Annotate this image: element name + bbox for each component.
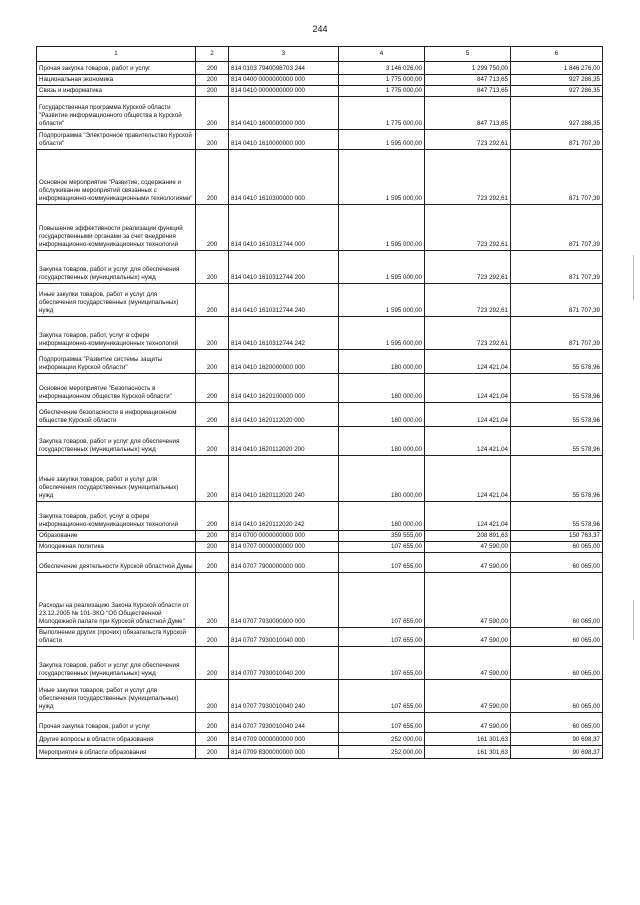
column-header: 2 [196,47,229,62]
table-row [37,733,603,746]
table-cell-v2: 723 292,61 [425,130,511,150]
table-cell-name: Расходы на реализацию Закона Курской области от 23.12.2005 № 101-ЗКО "Об Общественной Молодежной палате при Курской областной Думе" [37,573,196,628]
table-cell-code: 814 0410 0000000000 000 [229,86,339,97]
table-cell-v3: 60 065,00 [511,713,603,733]
table-cell-code: 814 0410 1620100000 000 [229,374,339,403]
table-row [37,746,603,759]
table-cell-v1: 1 775 000,00 [339,97,425,130]
table-row [37,553,603,573]
table-cell-v2: 124 421,04 [425,427,511,456]
table-cell-name: Молодежная политика [37,542,196,553]
table-cell-c2: 200 [196,542,229,553]
table-cell-name: Выполнение других (прочих) обязательств Курской области [37,628,196,647]
table-cell-name: Подпрограмма "Электронное правительство Курской области" [37,130,196,150]
table-cell-v3: 927 286,35 [511,97,603,130]
table-cell-c2: 200 [196,713,229,733]
table-cell-v3: 55 578,96 [511,374,603,403]
table-cell-v1: 107 655,00 [339,542,425,553]
table-cell-name: Мероприятия в области образования [37,746,196,759]
table-cell-name: Основное мероприятие "Развитие, содержание и обслуживание мероприятий связанных с информационно-коммуникационными технологиями" [37,150,196,205]
table-cell-name: Основное мероприятие "Безопасность в информационном обществе Курской области" [37,374,196,403]
table-cell-c2: 200 [196,403,229,427]
table-cell-v1: 1 595 000,00 [339,205,425,251]
table-cell-c2: 200 [196,746,229,759]
table-cell-v2: 47 590,00 [425,553,511,573]
table-cell-v2: 847 713,65 [425,75,511,86]
table-cell-v3: 1 846 276,00 [511,62,603,75]
table-cell-code: 814 0707 7930010040 000 [229,628,339,647]
table-cell-c2: 200 [196,374,229,403]
table-cell-v1: 180 000,00 [339,456,425,502]
table-cell-v2: 47 590,00 [425,647,511,680]
table-row [37,374,603,403]
table-cell-c2: 200 [196,427,229,456]
table-cell-v1: 107 655,00 [339,647,425,680]
table-cell-code: 814 0707 7900000000 000 [229,553,339,573]
table-cell-v3: 871 707,39 [511,251,603,284]
table-cell-v1: 107 655,00 [339,680,425,713]
table-cell-v1: 107 655,00 [339,573,425,628]
table-cell-v1: 1 595 000,00 [339,150,425,205]
table-cell-code: 814 0709 0000000000 000 [229,733,339,746]
table-cell-v2: 161 301,63 [425,746,511,759]
table-row [37,680,603,713]
table-cell-v2: 47 590,00 [425,573,511,628]
margin-mark [633,600,634,640]
table-cell-code: 814 0410 1620000000 000 [229,350,339,374]
table-row [37,251,603,284]
table-cell-c2: 200 [196,647,229,680]
table-cell-c2: 200 [196,350,229,374]
column-header: 5 [425,47,511,62]
table-cell-v2: 847 713,65 [425,97,511,130]
table-cell-v3: 871 707,39 [511,130,603,150]
table-row [37,542,603,553]
table-cell-name: Образование [37,531,196,542]
table-cell-v2: 723 292,61 [425,317,511,350]
table-cell-name: Прочая закупка товаров, работ и услуг [37,62,196,75]
table-cell-v2: 124 421,04 [425,403,511,427]
table-row [37,456,603,502]
table-cell-v1: 359 555,00 [339,531,425,542]
table-cell-v3: 55 578,96 [511,427,603,456]
table-cell-v3: 90 698,37 [511,733,603,746]
table-cell-v1: 180 000,00 [339,427,425,456]
table-cell-v1: 252 000,00 [339,746,425,759]
table-row [37,628,603,647]
table-cell-v2: 1 299 750,00 [425,62,511,75]
table-cell-code: 814 0410 1600000000 000 [229,97,339,130]
table-cell-v1: 1 775 000,00 [339,75,425,86]
table-cell-v1: 107 655,00 [339,553,425,573]
table-cell-v1: 3 146 026,00 [339,62,425,75]
table-cell-code: 814 0709 8300000000 000 [229,746,339,759]
table-cell-name: Государственная программа Курской области "Развитие информационного общества в Курской области" [37,97,196,130]
table-cell-code: 814 0410 1610312744 240 [229,284,339,317]
table-cell-v3: 871 707,39 [511,150,603,205]
table-cell-c2: 200 [196,251,229,284]
table-cell-v3: 150 763,37 [511,531,603,542]
table-cell-c2: 200 [196,628,229,647]
table-cell-c2: 200 [196,733,229,746]
table-cell-v3: 871 707,39 [511,317,603,350]
table-cell-code: 814 0410 1620112020 242 [229,502,339,531]
table-cell-c2: 200 [196,62,229,75]
table-cell-c2: 200 [196,531,229,542]
table-row [37,502,603,531]
table-row [37,130,603,150]
table-cell-v2: 124 421,04 [425,502,511,531]
table-cell-code: 814 0410 1610312744 242 [229,317,339,350]
table-cell-v1: 107 655,00 [339,628,425,647]
table-cell-v3: 60 065,00 [511,553,603,573]
table-cell-code: 814 0707 7930000000 000 [229,573,339,628]
table-cell-v2: 47 590,00 [425,542,511,553]
table-cell-name: Другие вопросы в области образования [37,733,196,746]
table-cell-name: Подпрограмма "Развитие системы защиты информации Курской области" [37,350,196,374]
table-row [37,317,603,350]
table-cell-v2: 124 421,04 [425,456,511,502]
table-row [37,205,603,251]
table-cell-c2: 200 [196,680,229,713]
table-cell-v2: 161 301,63 [425,733,511,746]
table-row [37,150,603,205]
table-cell-c2: 200 [196,97,229,130]
table-row [37,531,603,542]
table-cell-v3: 871 707,39 [511,205,603,251]
table-row [37,62,603,75]
table-row [37,97,603,130]
table-cell-name: Обеспечение безопасности в информационном обществе Курской области [37,403,196,427]
table-cell-c2: 200 [196,502,229,531]
table-row [37,713,603,733]
table-cell-v2: 47 590,00 [425,713,511,733]
table-cell-c2: 200 [196,86,229,97]
table-cell-code: 814 0410 1620112020 000 [229,403,339,427]
table-cell-v2: 723 292,61 [425,251,511,284]
table-cell-v1: 1 595 000,00 [339,284,425,317]
table-cell-v3: 60 065,00 [511,680,603,713]
table-cell-c2: 200 [196,284,229,317]
table-cell-v3: 60 065,00 [511,542,603,553]
table-cell-v2: 723 292,61 [425,205,511,251]
table-cell-c2: 200 [196,130,229,150]
table-cell-v3: 55 578,96 [511,403,603,427]
column-header: 6 [511,47,603,62]
table-cell-code: 814 0707 7930010040 244 [229,713,339,733]
table-cell-c2: 200 [196,150,229,205]
table-cell-name: Закупка товаров, работ и услуг для обеспечения государственных (муниципальных) нужд [37,427,196,456]
table-cell-code: 814 0707 7930010040 200 [229,647,339,680]
table-cell-c2: 200 [196,317,229,350]
table-cell-code: 814 0400 0000000000 000 [229,75,339,86]
table-row [37,427,603,456]
table-cell-v1: 1 595 000,00 [339,130,425,150]
table-cell-c2: 200 [196,573,229,628]
table-cell-v1: 252 000,00 [339,733,425,746]
table-cell-v2: 847 713,65 [425,86,511,97]
table-row [37,350,603,374]
table-cell-v1: 180 000,00 [339,350,425,374]
table-cell-v2: 47 590,00 [425,628,511,647]
table-cell-name: Иные закупки товаров, работ и услуг для обеспечения государственных (муниципальных) нужд [37,284,196,317]
table-cell-v2: 124 421,04 [425,350,511,374]
table-cell-c2: 200 [196,553,229,573]
table-cell-v1: 180 000,00 [339,403,425,427]
table-cell-v3: 55 578,96 [511,502,603,531]
table-cell-code: 814 0410 1610000000 000 [229,130,339,150]
column-header: 4 [339,47,425,62]
table-cell-v2: 208 891,63 [425,531,511,542]
table-cell-name: Закупка товаров, работ, услуг в сфере информационно-коммуникационных технологий [37,502,196,531]
table-cell-v2: 723 292,61 [425,150,511,205]
table-cell-v1: 1 775 000,00 [339,86,425,97]
column-header: 3 [229,47,339,62]
table-cell-v3: 927 286,35 [511,86,603,97]
table-cell-code: 814 0707 7930010040 240 [229,680,339,713]
table-cell-code: 814 0700 0000000000 000 [229,531,339,542]
table-row [37,75,603,86]
table-row [37,403,603,427]
table-row [37,284,603,317]
table-cell-c2: 200 [196,75,229,86]
table-header-row [37,47,603,62]
table-row [37,647,603,680]
table-row [37,86,603,97]
table-cell-v2: 723 292,61 [425,284,511,317]
table-cell-name: Прочая закупка товаров, работ и услуг [37,713,196,733]
table-cell-name: Закупка товаров, работ и услуг для обеспечения государственных (муниципальных) нужд [37,251,196,284]
table-cell-v3: 60 065,00 [511,628,603,647]
table-cell-name: Национальная экономика [37,75,196,86]
table-cell-name: Закупка товаров, работ, услуг в сфере информационно-коммуникационных технологий [37,317,196,350]
table-cell-v3: 55 578,96 [511,350,603,374]
table-cell-v3: 60 065,00 [511,573,603,628]
table-cell-v2: 47 590,00 [425,680,511,713]
budget-table [36,46,603,759]
table-cell-v1: 107 655,00 [339,713,425,733]
table-cell-code: 814 0410 1610312744 200 [229,251,339,284]
table-cell-code: 814 0103 7940098703 244 [229,62,339,75]
table-cell-v3: 60 065,00 [511,647,603,680]
table-cell-code: 814 0410 1620112020 240 [229,456,339,502]
table-cell-v3: 55 578,96 [511,456,603,502]
table-cell-v1: 180 000,00 [339,374,425,403]
table-cell-name: Связь и информатика [37,86,196,97]
table-cell-code: 814 0410 1610300000 000 [229,150,339,205]
table-cell-name: Иные закупки товаров, работ и услуг для обеспечения государственных (муниципальных) нужд [37,680,196,713]
table-cell-v1: 180 000,00 [339,502,425,531]
table-cell-name: Повышение эффективности реализации функций государственными органами за счет внедрения информационно-коммуникационных технологий [37,205,196,251]
page-number: 244 [312,24,328,34]
margin-mark [633,255,634,300]
table-cell-code: 814 0410 1620112020 200 [229,427,339,456]
table-cell-v1: 1 595 000,00 [339,317,425,350]
table-cell-c2: 200 [196,205,229,251]
table-cell-code: 814 0410 1610312744 000 [229,205,339,251]
table-cell-v1: 1 595 000,00 [339,251,425,284]
table-cell-name: Иные закупки товаров, работ и услуг для обеспечения государственных (муниципальных) нужд [37,456,196,502]
table-cell-name: Обеспечение деятельности Курской областной Думы [37,553,196,573]
table-cell-v3: 871 707,39 [511,284,603,317]
table-cell-name: Закупка товаров, работ и услуг для обеспечения государственных (муниципальных) нужд [37,647,196,680]
column-header: 1 [37,47,196,62]
table-cell-v3: 90 698,37 [511,746,603,759]
table-cell-code: 814 0707 0000000000 000 [229,542,339,553]
table-cell-v3: 927 286,35 [511,75,603,86]
table-cell-v2: 124 421,04 [425,374,511,403]
table-cell-c2: 200 [196,456,229,502]
table-row [37,573,603,628]
